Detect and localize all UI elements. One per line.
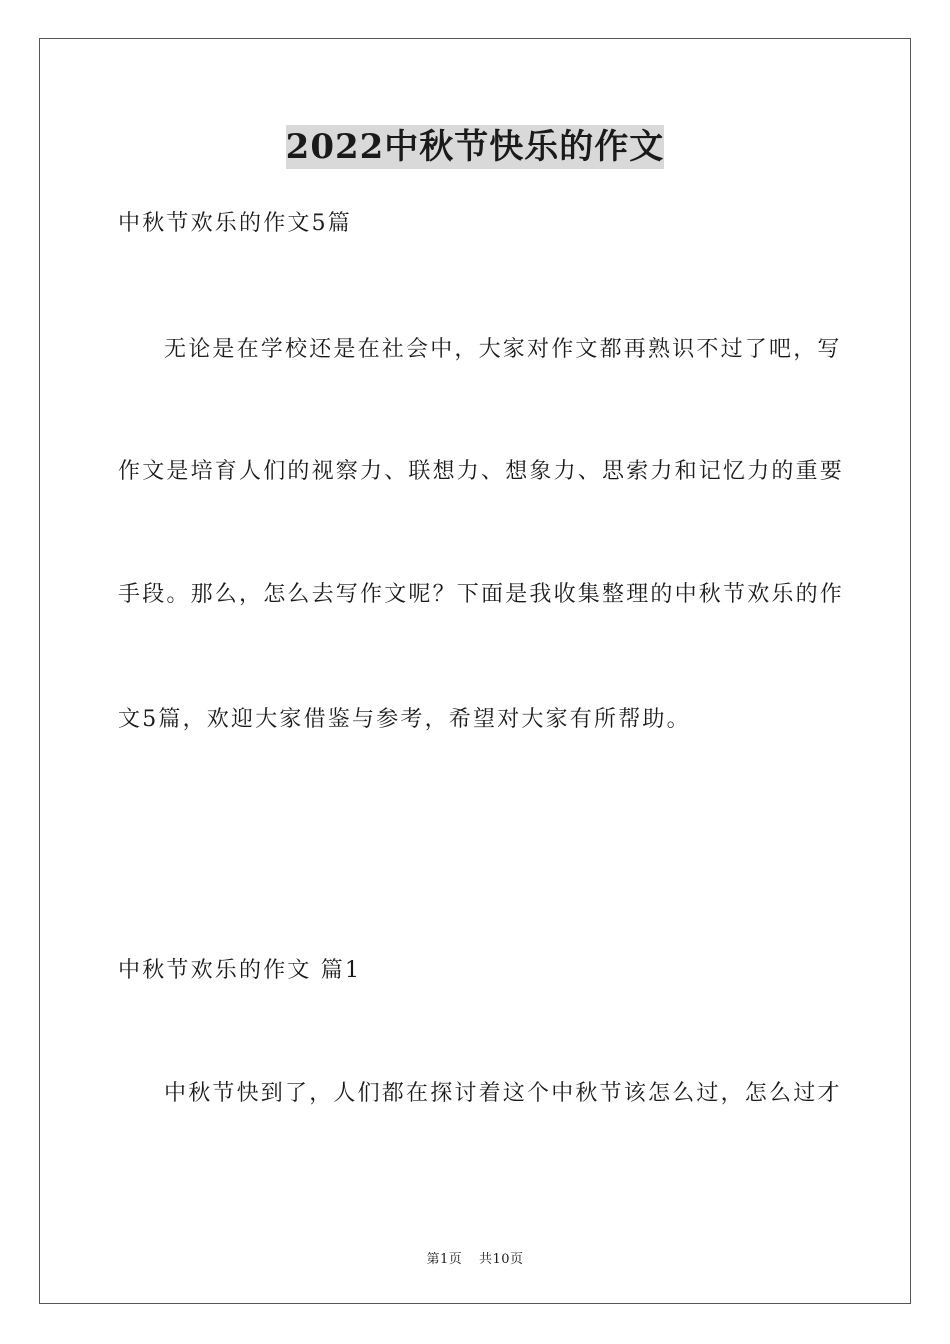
document-title-block (0, 126, 950, 168)
intro-line-3: 手段。那么，怎么去写作文呢？下面是我收集整理的中秋节欢乐的作 (118, 582, 845, 607)
section-first-line: 中秋节快到了，人们都在探讨着这个中秋节该怎么过，怎么过才 (164, 1081, 842, 1106)
page-number: 第1页 (426, 1252, 463, 1267)
intro-line-4: 文5篇，欢迎大家借鉴与参考，希望对大家有所帮助。 (118, 707, 691, 732)
section-heading: 中秋节欢乐的作文 篇1 (118, 958, 362, 983)
document-subtitle: 中秋节欢乐的作文5篇 (118, 211, 352, 236)
document-title: 2022中秋节快乐的作文 (285, 127, 665, 167)
total-pages: 共10页 (478, 1252, 524, 1267)
intro-line-1: 无论是在学校还是在社会中，大家对作文都再熟识不过了吧，写 (164, 337, 842, 362)
page-footer (0, 1248, 950, 1267)
intro-line-2: 作文是培育人们的视察力、联想力、想象力、思索力和记忆力的重要 (118, 459, 845, 484)
